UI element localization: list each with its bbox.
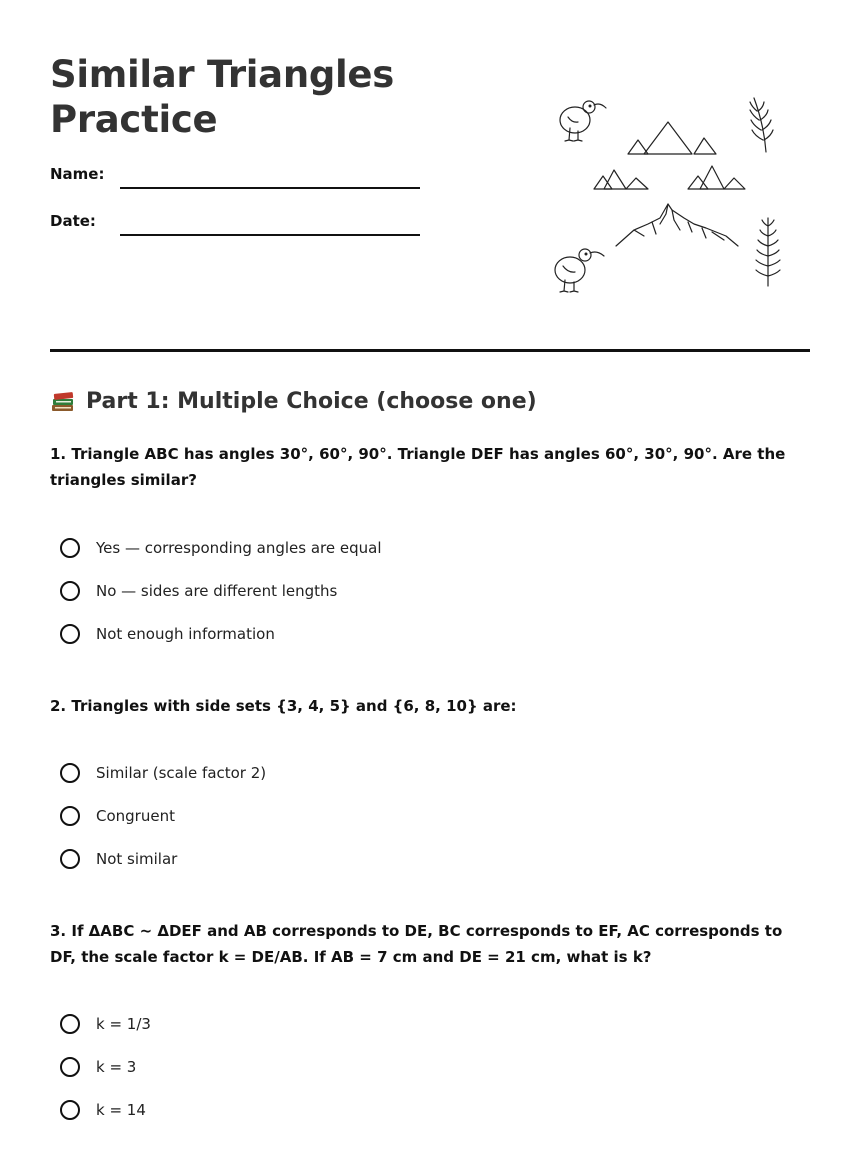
question-3-text: 3. If ΔABC ~ ΔDEF and AB corresponds to DE, BC corresponds to EF, AC corresponds to DF, the scale factor k = DE/AB. If AB = 7 cm and DE = 21 cm, what is k? bbox=[50, 922, 783, 966]
q1-option-2[interactable] bbox=[60, 578, 337, 604]
radio-button[interactable] bbox=[60, 849, 80, 869]
title-line-1: Similar Triangles bbox=[50, 53, 394, 96]
illustration bbox=[548, 90, 788, 300]
option-label: k = 1/3 bbox=[96, 1015, 151, 1033]
option-label: Not similar bbox=[96, 850, 178, 868]
date-label: Date: bbox=[50, 212, 96, 230]
mountain-icon bbox=[616, 204, 738, 246]
kiwi-bird-icon bbox=[555, 249, 604, 292]
option-label: Not enough information bbox=[96, 625, 275, 643]
radio-button[interactable] bbox=[60, 806, 80, 826]
books-icon bbox=[50, 388, 76, 414]
option-label: Yes — corresponding angles are equal bbox=[96, 539, 382, 557]
option-label: k = 14 bbox=[96, 1101, 146, 1119]
q1-option-3[interactable] bbox=[60, 621, 275, 647]
worksheet-title bbox=[50, 52, 450, 142]
radio-button[interactable] bbox=[60, 1100, 80, 1120]
radio-button[interactable] bbox=[60, 1014, 80, 1034]
date-field-line[interactable] bbox=[120, 234, 420, 236]
question-2-text: 2. Triangles with side sets {3, 4, 5} and {6, 8, 10} are: bbox=[50, 697, 517, 715]
q3-option-3[interactable] bbox=[60, 1097, 146, 1123]
fern-icon bbox=[756, 218, 780, 286]
q2-option-3[interactable] bbox=[60, 846, 177, 872]
radio-button[interactable] bbox=[60, 581, 80, 601]
name-label: Name: bbox=[50, 165, 105, 183]
question-1-text: 1. Triangle ABC has angles 30°, 60°, 90°. Triangle DEF has angles 60°, 30°, 90°. Are the triangles similar? bbox=[50, 445, 786, 489]
name-field-line[interactable] bbox=[120, 187, 420, 189]
q1-option-1[interactable] bbox=[60, 535, 382, 561]
q3-option-2[interactable] bbox=[60, 1054, 136, 1080]
radio-button[interactable] bbox=[60, 763, 80, 783]
fern-icon bbox=[750, 98, 773, 152]
triangles-icon bbox=[594, 122, 745, 189]
q3-option-1[interactable] bbox=[60, 1011, 151, 1037]
part1-title: Part 1: Multiple Choice (choose one) bbox=[86, 388, 537, 414]
kiwi-bird-icon bbox=[560, 101, 606, 141]
option-label: Congruent bbox=[96, 807, 175, 825]
option-label: k = 3 bbox=[96, 1058, 137, 1076]
radio-button[interactable] bbox=[60, 624, 80, 644]
title-line-2: Practice bbox=[50, 98, 218, 141]
section-divider bbox=[50, 349, 810, 352]
q2-option-1[interactable] bbox=[60, 760, 266, 786]
q2-option-2[interactable] bbox=[60, 803, 175, 829]
part1-heading bbox=[50, 388, 537, 414]
option-label: Similar (scale factor 2) bbox=[96, 764, 267, 782]
option-label: No — sides are different lengths bbox=[96, 582, 338, 600]
radio-button[interactable] bbox=[60, 538, 80, 558]
radio-button[interactable] bbox=[60, 1057, 80, 1077]
